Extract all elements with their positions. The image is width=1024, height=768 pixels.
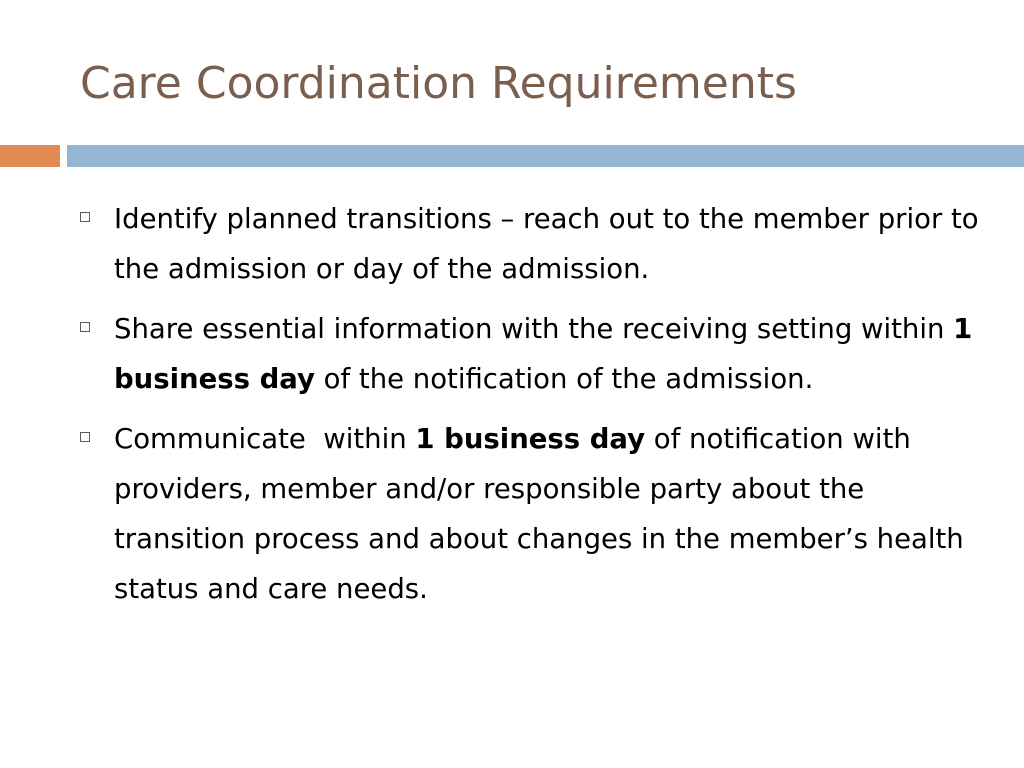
bullet-text-after: of the notification of the admission. <box>314 363 814 395</box>
slide-title: Care Coordination Requirements <box>80 58 797 109</box>
hollow-square-icon <box>80 322 90 332</box>
accent-bar-orange <box>0 145 60 167</box>
bullet-text-bold: 1 business day <box>415 423 646 455</box>
bullet-text-after: of notification with providers, member and/or responsible party about the transition process and about changes in the member’s health status and care needs. <box>114 423 973 605</box>
bullet-item-communicate <box>80 414 980 614</box>
bullet-item-share-information <box>80 304 980 404</box>
bullet-text-before: Share essential information with the receiving setting within <box>114 313 954 345</box>
bullet-item-planned-transitions <box>80 194 980 294</box>
bullet-text: Identify planned transitions – reach out to the member prior to the admission or day of the admission. <box>114 203 979 285</box>
hollow-square-icon <box>80 212 90 222</box>
bullet-text-bold: 1 business day <box>114 313 973 395</box>
bullet-text-before: Communicate within <box>114 423 416 455</box>
hollow-square-icon <box>80 432 90 442</box>
accent-bar-blue <box>67 145 1024 167</box>
bullet-list <box>80 194 980 624</box>
